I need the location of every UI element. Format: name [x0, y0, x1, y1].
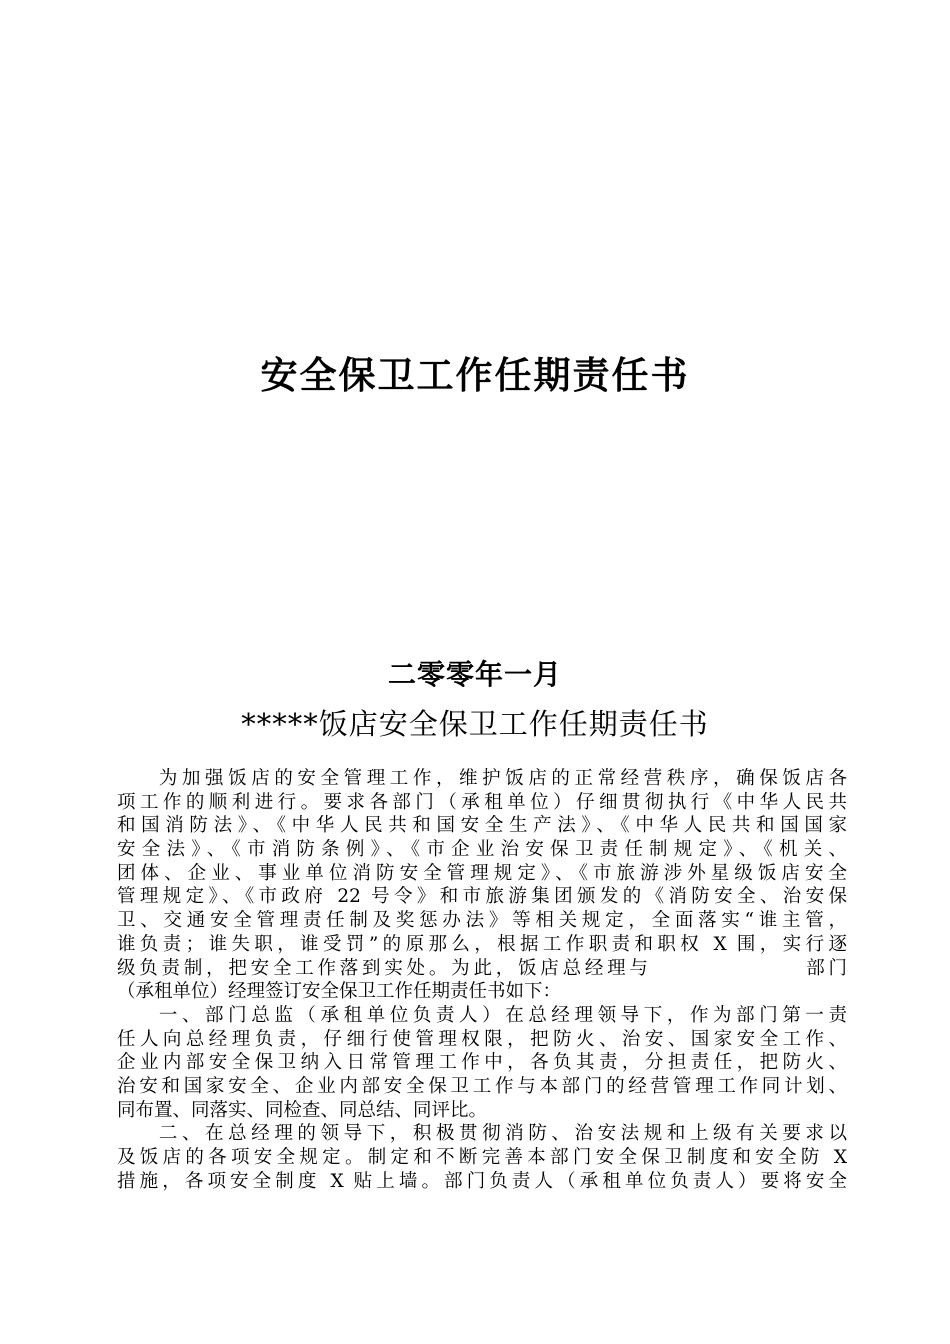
body-line: 级负责制，把安全工作落到实处。为此，饭店总经理与 部门 — [117, 957, 847, 979]
document-title: *****饭店安全保卫工作任期责任书 — [241, 707, 709, 741]
body-line: 项工作的顺利进行。要求各部门（承租单位）仔细贯彻执行《中华人民共 — [117, 791, 847, 813]
body-line: 二、在总经理的领导下，积极贯彻消防、治安法规和上级有关要求以 — [117, 1123, 847, 1145]
body-line: 企业内部安全保卫纳入日常管理工作中，各负其责，分担责任，把防火、 — [117, 1052, 847, 1074]
body-line: 措施，各项安全制度 X 贴上墙。部门负责人（承租单位负责人）要将安全 — [117, 1170, 847, 1192]
body-line: 任人向总经理负责，仔细行使管理权限，把防火、治安、国家安全工作、 — [117, 1028, 847, 1050]
body-line: 卫、交通安全管理责任制及奖惩办法》等相关规定，全面落实“谁主管， — [117, 910, 847, 932]
body-line: 为加强饭店的安全管理工作，维护饭店的正常经营秩序，确保饭店各 — [117, 768, 847, 789]
document-body — [117, 767, 847, 1193]
body-line: 一、部门总监（承租单位负责人）在总经理领导下，作为部门第一责 — [117, 1004, 847, 1026]
body-line: 和国消防法》、《中华人民共和国安全生产法》、《中华人民共和国国家 — [117, 815, 847, 837]
body-line: 谁负责；谁失职，谁受罚”的原那么，根据工作职责和职权 X 围，实行逐 — [117, 933, 847, 955]
body-line: 同布置、同落实、同检查、同总结、同评比。 — [117, 1099, 488, 1121]
cover-title: 安全保卫工作任期责任书 — [260, 354, 690, 397]
body-line: 安全法》、《市消防条例》、《市企业治安保卫责任制规定》、《机关、 — [117, 839, 847, 861]
body-line: 治安和国家安全、企业内部安全保卫工作与本部门的经营管理工作同计划、 — [117, 1075, 847, 1097]
body-line: 管理规定》、《市政府 22 号令》和市旅游集团颁发的《消防安全、治安保 — [117, 886, 847, 908]
body-line: 及饭店的各项安全规定。制定和不断完善本部门安全保卫制度和安全防 X — [117, 1147, 847, 1168]
cover-date: 二零零年一月 — [387, 658, 562, 691]
body-line: 团体、企业、事业单位消防安全管理规定》、《市旅游涉外星级饭店安全 — [117, 862, 847, 884]
body-line: （承租单位）经理签订安全保卫工作任期责任书如下： — [117, 981, 562, 1003]
